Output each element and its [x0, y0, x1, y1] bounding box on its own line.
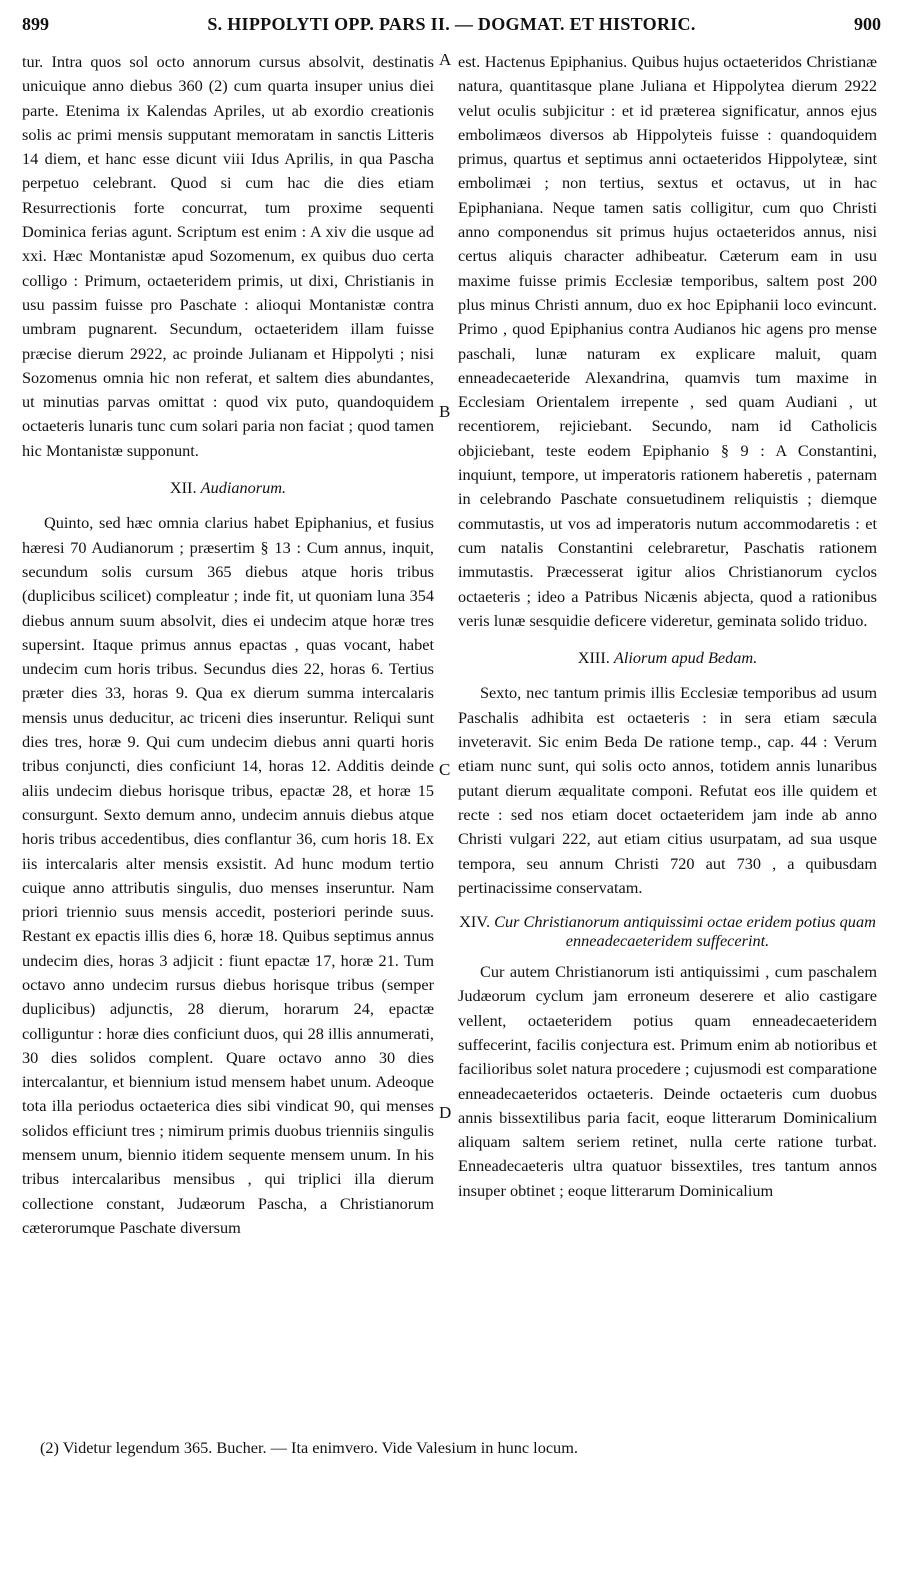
margin-marker-b: B	[439, 402, 451, 421]
left-paragraph-2: Quinto, sed hæc omnia clarius habet Epiphanius, et fusius hæresi 70 Audianorum ; præsertim § 13 : Cum annus, inquit, secundum solis cursum 365 diebus atque horis tribus (duplicibus scilicet) compleatur ; inde fit, ut quoniam luna 354 diebus annum suum absolvit, dies ei undecim atque horæ tres supersint. Itaque primus annus epactas , quas vocant, habet undecim cum horis tribus. Secundus dies 22, horas 6. Tertius præter dies 33, horas 9. Qua ex dierum summa intercalaris mensis unus deducitur, ac triceni dies inseruntur. Reliqui sunt dies tres, horæ 9. Qui cum undecim diebus anni quarti horis tribus conjuncti, dies conficiunt 14, horas 12. Additis deinde aliis undecim diebus horisque tribus, epactæ 28, et horæ 15 consurgunt. Sexto demum anno, undecim annuis diebus atque horis tribus accedentibus, dies conflantur 36, cum horis 18. Ex iis intercalaris alter mensis exsistit. Ad hunc modum tertio cuique anno attributis singulis, duo menses inseruntur. Nam priori triennio suus mensis accedit, posteriori perinde suus. Restant ex epactis illis dies 6, horæ 18. Quibus septimus annus undecim dies, horas 3 adjicit : fiunt epactæ 17, horæ 21. Tum octavo anno undecim rursus diebus horisque tribus (semper duplicibus) adjunctis, 28 dierum, horarum 24, epactæ colliguntur : horæ dies conficiunt duos, qui 28 illis annumerati, 30 dies solidos complent. Quare octavo anno 30 dies intercalantur, et biennium istud mensem habet unum. Adeoque tota illa periodus octaeterica dies sibi vindicat 90, qui menses solidos efficiunt tres ; nimirum primis duobus trienniis singulis mensem unum, biennio itidem sequente mensem unum. In his tribus intercalaribus mensibus , qui triplici illa dierum collectione constant, Judæorum Pascha, a Christianorum cæterorumque Paschate diversum	[22, 513, 434, 1237]
running-title: S. HIPPOLYTI OPP. PARS II. — DOGMAT. ET HISTORIC.	[207, 14, 696, 34]
footnote: (2) Videtur legendum 365. Bucher. — Ita enimvero. Vide Valesium in hunc locum.	[40, 1438, 578, 1457]
running-header	[22, 14, 881, 48]
section-title: Audianorum.	[200, 478, 287, 498]
page-number-right: 900	[854, 14, 881, 34]
margin-marker-a: A	[439, 50, 452, 69]
right-paragraph-2: Sexto, nec tantum primis illis Ecclesiæ temporibus ad usum Paschalis adhibita est octaeteris : in sera etiam sæcula inveteravit. Sic enim Beda De ratione temp., cap. 44 : Verum etiam nunc sunt, qui solis octo annos, totidem annis lunaribus putant dierum æqualitate componi. Refutat eos ille quidem et recte : sed nos etiam docet octaeteridem jam inde ab anno Christi vulgari 222, aut etiam citius usurpatam, ad sua usque tempora, seu annum Christi 720 aut 730 , a quibusdam pertinacissime conservatam.	[458, 683, 877, 897]
margin-marker-c: C	[439, 760, 451, 779]
right-column	[458, 50, 877, 1203]
left-paragraph-1: tur. Intra quos sol octo annorum cursus absolvit, destinatis unicuique anno diebus 360 (2) cum quarta insuper unius diei parte. Etenima ix Kalendas Apriles, ut ab exordio creationis solis ac primi mensis supputant memoratam in sanctis Litteris 14 diem, et hanc esse dicunt viii Idus Aprilis, in qua Pascha perpetuo celebrant. Quod si cum hac die dies etiam Resurrectionis forte concurrat, tum proxime sequenti Dominica ferias agunt. Scriptum est enim : A xiv die usque ad xxi. Hæc Montanistæ apud Sozomenum, ex quibus duo certa colligo : Primum, octaeteridem primis, ut dixi, Christianis in usu passim fuisse pro Paschate : alioqui Montanistæ contra umbram pugnarent. Secundum, octaeteridem illam fuisse præcise dierum 2922, ac proinde Julianam et Hippolyti ; nisi Sozomenus omnia hic non referat, et saltem dies abundantes, ut minutias parvas omittat : quod vix puto, quandoquidem octaeteris lunaris tunc cum solari paria non faciat ; quod tamen hic Montanistæ supponunt.	[22, 52, 434, 460]
section-title: Cur Christianorum antiquissimi octae eridem potius quam enneadecaeteridem suffecerint.	[494, 912, 876, 951]
right-paragraph-3: Cur autem Christianorum isti antiquissimi , cum paschalem Judæorum cyclum jam erroneum deserere et alio castigare vellent, octaeteridem potius quam enneadecaeteridem suffecerint, facilis conjectura est. Primum enim ab notioribus et facilioribus solet natura procedere ; cujusmodi est comparatione enneadecaeteridos octaeteris. Deinde octaeteris cum duobus annis bissextilibus paria facit, eoque litterarum Dominicalium aliquam saltem seriem retinet, nulla certe ratione turbat. Enneadecaeteris ultra quatuor bissextiles, tres tantum annos insuper obtinet ; eoque litterarum Dominicalium	[458, 962, 877, 1200]
margin-marker-d: D	[439, 1103, 452, 1122]
section-title: Aliorum apud Bedam.	[613, 648, 758, 668]
section-number: XIII.	[577, 648, 610, 668]
section-heading-xiv	[458, 912, 877, 950]
left-column	[22, 50, 434, 1240]
section-number: XII.	[169, 478, 197, 498]
right-paragraph-1: est. Hactenus Epiphanius. Quibus hujus octaeteridos Christianæ natura, quantitasque plane Juliana et Hippolytea dierum 2922 velut oculis subjicitur : et id præterea significatur, annos ejus embolimæos diversos ab Hippolyteis fuisse : quandoquidem primus, quartus et septimus anni octaeteridos Hippolyteæ, sint embolimæi ; non tertius, sextus et octavus, ut in hac Epiphaniana. Neque tamen satis colligitur, cum quo Christi anno componendus sit primus hujus octaeteridos annus, nisi certus aliquis character adhibeatur. Cæterum eam in usu maxime fuisse primis Ecclesiæ temporibus, saltem post 200 plus minus Christi annum, duo ex hoc Epiphanii loco evincunt. Primo , quod Epiphanius contra Audianos hic agens pro mense paschali, lunæ naturam ex explicare maluit, quam enneadecaeteride Alexandrina, quamvis tum maxime in Ecclesiam Orientalem irrepente , sed quam Audiani , ut recentiorem, rejiciebant. Secundo, nam id Catholicis objiciebant, teste eodem Epiphanio § 9 : A Constantini, inquiunt, tempore, ut imperatoris rationem haberetis , paternam in celebrando Paschate consuetudinem reliquistis ; diemque commutastis, ut vos ad imperatoris nutum accommodaretis : et cum natalis Constantini celebraretur, Paschatis rationem immutastis. Præcesserat igitur alios Christianorum cyclos octaeteris ; ideo a Patribus Nicænis abjecta, quod a rationibus veris lunæ sesquidie deficere videretur, geminata solido triduo.	[458, 52, 877, 630]
section-heading-xiii	[458, 646, 877, 670]
section-heading-xii	[22, 476, 434, 500]
section-number: XIV.	[459, 912, 491, 932]
page-number-left: 899	[22, 14, 49, 34]
